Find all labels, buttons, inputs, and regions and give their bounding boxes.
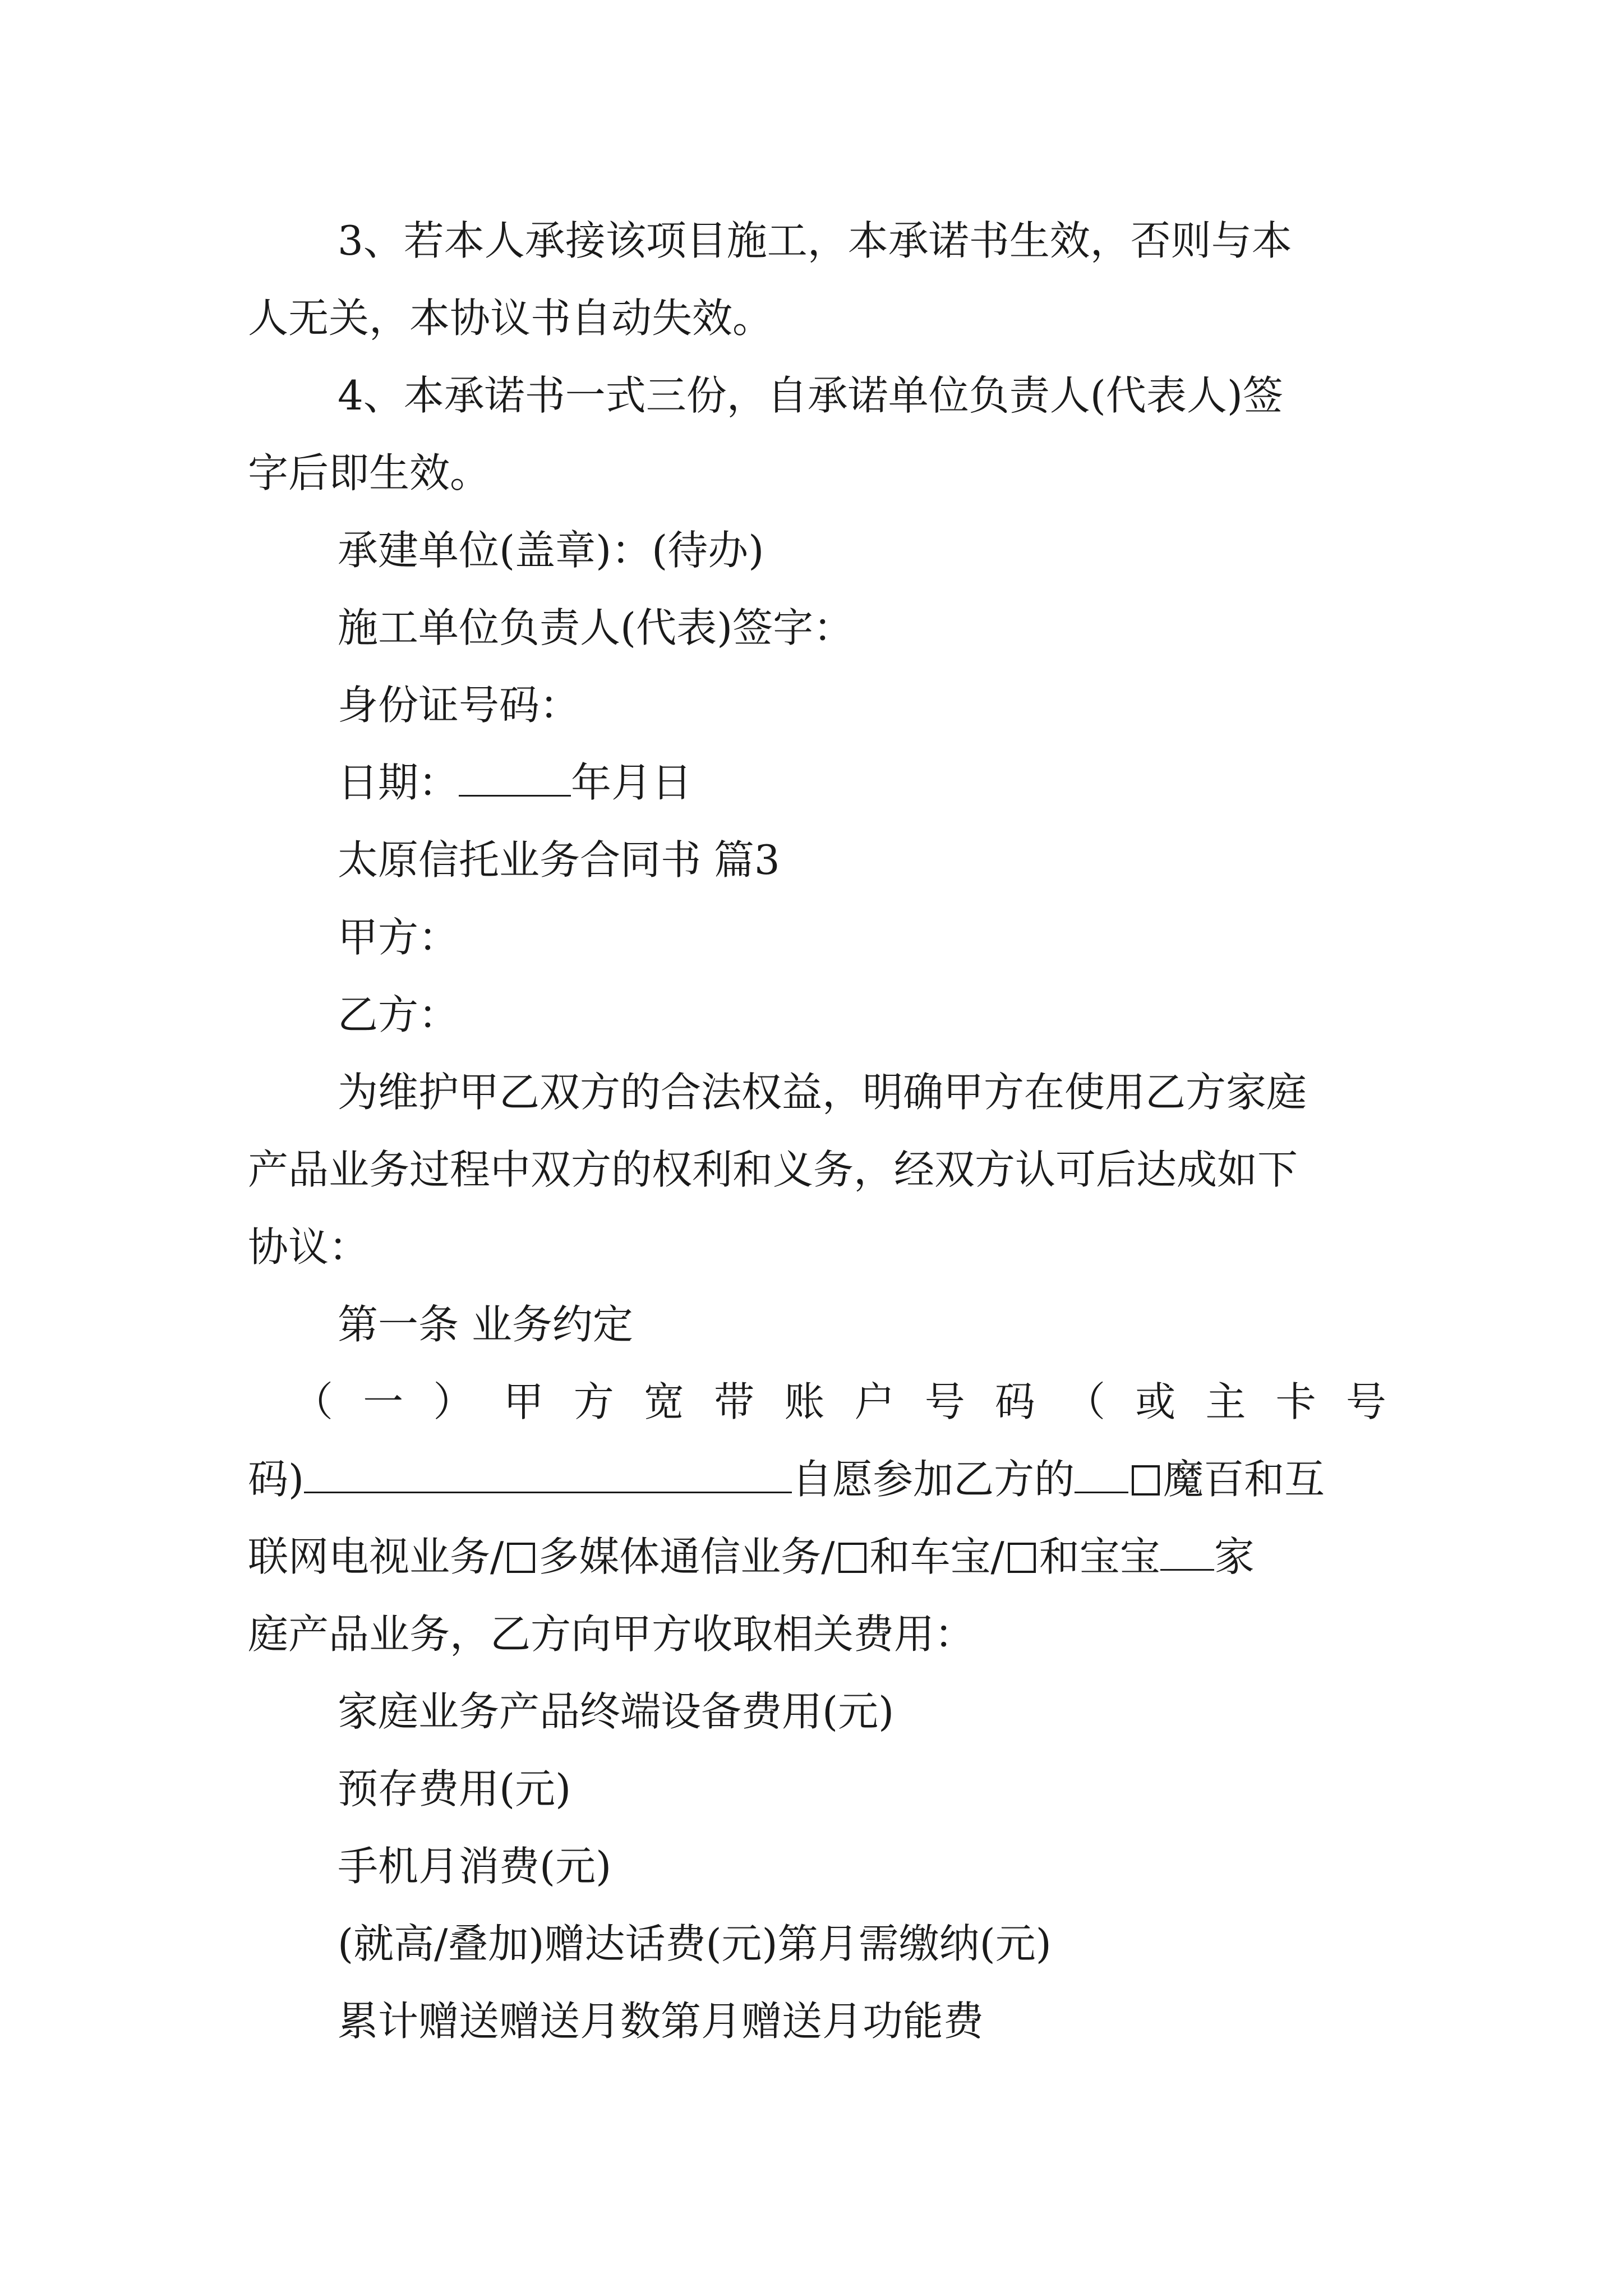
id-number-line: 身份证号码： [338, 682, 580, 729]
option-hebaobao-label: 和宝宝 [1039, 1533, 1160, 1580]
item-char: （ [293, 1378, 334, 1425]
document-body [248, 202, 1386, 2060]
fee-prepaid: 预存费用(元) [338, 1765, 571, 1812]
checkbox-hebaobao[interactable] [1008, 1543, 1036, 1573]
preamble-line-2: 产品业务过程中双方的权利和义务，经双方认可后达成如下 [248, 1146, 1298, 1193]
checkbox-hechebao[interactable] [838, 1543, 866, 1573]
date-suffix: 年月日 [571, 759, 693, 806]
option-blank-start [1075, 1460, 1128, 1493]
checkbox-mobaihe[interactable] [1132, 1465, 1160, 1496]
article-1-item-1-line-3 [248, 1518, 1386, 1595]
article-1-item-1-line-1 [248, 1363, 1386, 1441]
item-char: 主 [1205, 1378, 1246, 1425]
date-label: 日期： [338, 759, 459, 806]
fee-terminal: 家庭业务产品终端设备费用(元) [338, 1688, 895, 1735]
item-char: 或 [1135, 1378, 1176, 1425]
item-char: ） [433, 1378, 474, 1425]
fee-gift: (就高/叠加)赠达话费(元)第月需缴纳(元) [338, 1920, 1052, 1967]
item-char: 号 [1345, 1378, 1386, 1425]
preamble-line-3: 协议： [248, 1223, 370, 1271]
checkbox-multimedia[interactable] [507, 1543, 535, 1573]
clause-4-line-2: 字后即生效。 [248, 449, 491, 496]
option-multimedia-label: 多媒体通信业务/ [538, 1533, 835, 1580]
party-a-line: 甲方： [338, 914, 459, 961]
item-char: 方 [573, 1378, 614, 1425]
line-tail: 家 [1214, 1533, 1255, 1580]
item-char: 带 [714, 1378, 755, 1425]
party-b-line: 乙方： [338, 991, 459, 1038]
item-char: 宽 [643, 1378, 684, 1425]
option-blank-end [1160, 1538, 1214, 1571]
item-char: 号 [924, 1378, 965, 1425]
option-mobaihe-label-cont: 联网电视业务/ [248, 1533, 504, 1580]
option-mobaihe-label: 魔百和互 [1163, 1456, 1325, 1503]
item-char: 一 [363, 1378, 404, 1425]
item-char: （ [1065, 1378, 1106, 1425]
fee-monthly: 手机月消费(元) [338, 1843, 612, 1890]
item-char: 卡 [1275, 1378, 1316, 1425]
section-title: 太原信托业务合同书 篇3 [338, 836, 780, 884]
clause-4-line-1: 4、本承诺书一式三份，自承诺单位负责人(代表人)签 [338, 372, 1283, 419]
date-line [248, 744, 1386, 821]
participation-text: 自愿参加乙方的 [792, 1456, 1075, 1503]
article-1-title: 第一条 业务约定 [338, 1301, 633, 1348]
leader-signature-line: 施工单位负责人(代表)签字： [338, 604, 854, 651]
item-char: 码 [994, 1378, 1035, 1425]
item-char: 户 [854, 1378, 895, 1425]
clause-3-line-1: 3、若本人承接该项目施工，本承诺书生效，否则与本 [338, 217, 1292, 264]
item-char: 账 [784, 1378, 825, 1425]
date-blank [459, 763, 571, 797]
preamble-line-1: 为维护甲乙双方的合法权益，明确甲方在使用乙方家庭 [338, 1069, 1307, 1116]
item-char: 甲 [503, 1378, 544, 1425]
article-1-item-1-line-4: 庭产品业务，乙方向甲方收取相关费用： [248, 1611, 975, 1658]
builder-seal-line: 承建单位(盖章)：(待办) [338, 527, 764, 574]
option-hechebao-label: 和车宝/ [869, 1533, 1004, 1580]
article-1-item-1-line-2 [248, 1441, 1386, 1518]
account-label-end: 码) [248, 1456, 305, 1503]
fee-cumulative: 累计赠送赠送月数第月赠送月功能费 [338, 1998, 984, 2045]
account-number-blank [304, 1460, 792, 1493]
clause-3-line-2: 人无关，本协议书自动失效。 [248, 295, 773, 342]
